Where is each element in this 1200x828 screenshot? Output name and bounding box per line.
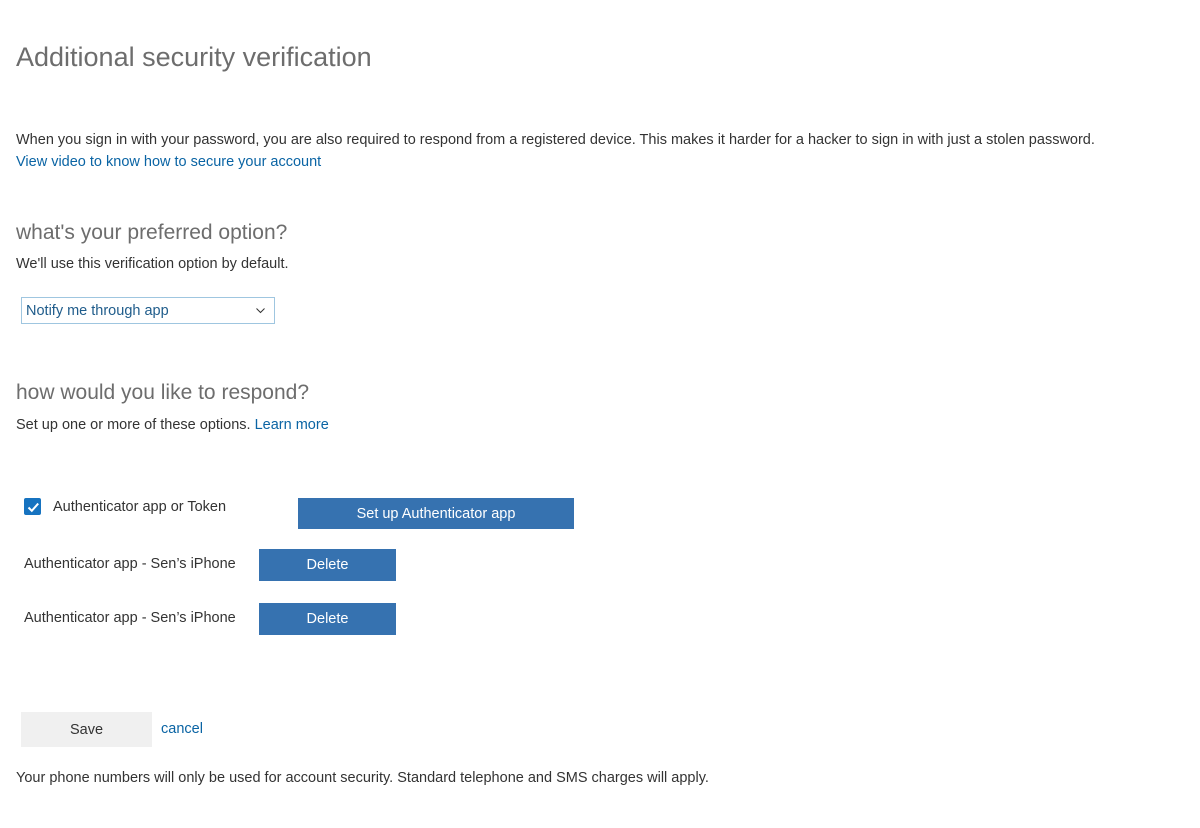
respond-subtitle-text: Set up one or more of these options. xyxy=(16,417,251,433)
footer-actions xyxy=(0,712,1200,748)
intro-block xyxy=(16,130,1186,172)
save-button[interactable]: Save xyxy=(21,712,152,747)
respond-heading: how would you like to respond? xyxy=(16,381,310,405)
preferred-option-select-wrap xyxy=(21,297,275,324)
authenticator-app-label: Authenticator app or Token xyxy=(53,499,227,515)
preferred-option-heading: what's your preferred option? xyxy=(16,221,288,245)
cancel-link[interactable]: cancel xyxy=(161,721,203,737)
registered-device-label: Authenticator app - Sen’s iPhone xyxy=(24,556,236,572)
disclaimer-text: Your phone numbers will only be used for account security. Standard telephone and SMS charges will apply. xyxy=(16,770,709,786)
preferred-option-subtitle: We'll use this verification option by default. xyxy=(16,256,289,272)
registered-device-label: Authenticator app - Sen’s iPhone xyxy=(24,610,236,626)
delete-device-button[interactable]: Delete xyxy=(259,549,396,581)
view-video-link[interactable]: View video to know how to secure your account xyxy=(16,154,322,170)
respond-subtitle xyxy=(16,417,329,433)
learn-more-link[interactable]: Learn more xyxy=(254,417,329,433)
page-title: Additional security verification xyxy=(16,42,372,73)
authenticator-app-checkbox[interactable] xyxy=(24,498,41,515)
set-up-authenticator-app-button[interactable]: Set up Authenticator app xyxy=(298,498,574,529)
delete-device-button[interactable]: Delete xyxy=(259,603,396,635)
intro-text: When you sign in with your password, you are also required to respond from a registered device. This makes it harder for a hacker to sign in with just a stolen password. xyxy=(16,132,1095,148)
preferred-option-select[interactable] xyxy=(21,297,275,324)
